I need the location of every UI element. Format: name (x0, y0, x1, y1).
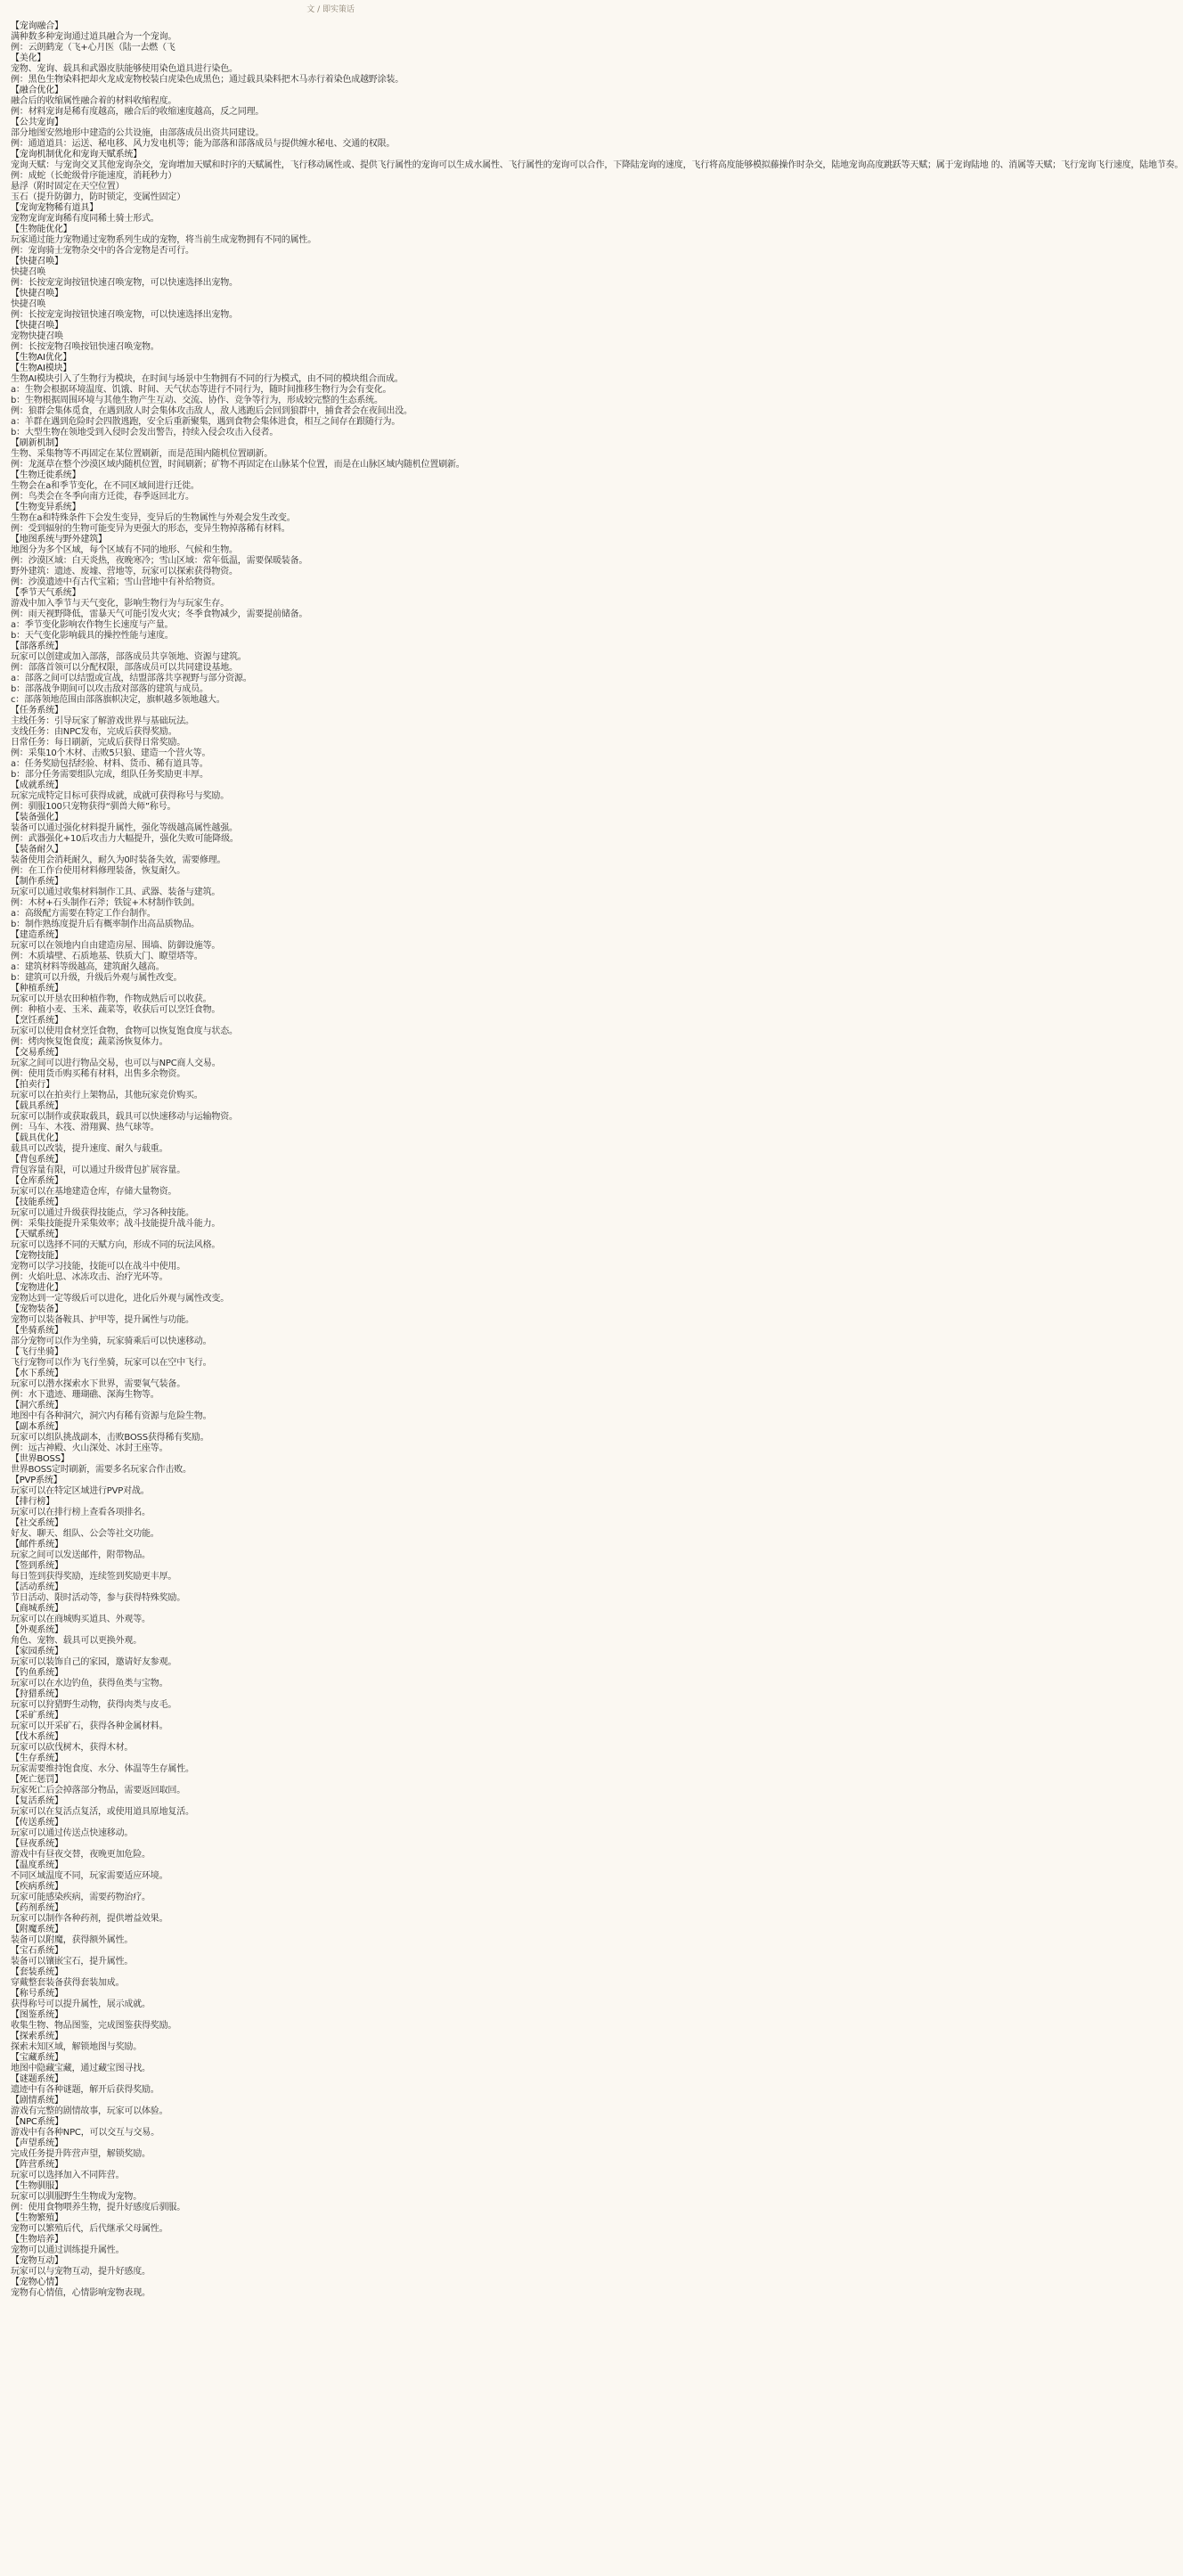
text-line: 例：木质墙壁、石质地基、铁质大门、瞭望塔等。 (11, 952, 203, 961)
text-line: a：高级配方需要在特定工作台制作。 (11, 909, 156, 919)
text-line: 玩家可以开垦农田种植作物，作物成熟后可以收获。 (11, 994, 212, 1004)
text-line: 例：沙漠遗迹中有古代宝箱；雪山营地中有补给物资。 (11, 577, 221, 587)
section-heading: 【拍卖行】 (11, 1080, 54, 1090)
text-line: b：部落战争期间可以攻击敌对部落的建筑与成员。 (11, 684, 208, 694)
section-heading: 【部落系统】 (11, 642, 63, 651)
text-line: 例：狼群会集体觅食，在遇到敌人时会集体攻击敌人，敌人逃跑后会回到狼群中，捕食者会在夜间出没。 (11, 406, 412, 416)
text-line: 玩家通过能力宠物通过宠物系列生成的宠物，将当前生成宠物拥有不同的属性。 (11, 235, 316, 245)
text-line: 融合后的收缩属性融合着的材料收缩程度。 (11, 96, 177, 106)
text-line: 玩家可以与宠物互动，提升好感度。 (11, 2267, 151, 2277)
text-line: 每日签到获得奖励，连续签到奖励更丰厚。 (11, 1572, 177, 1582)
text-line: 例：龙涎草在整个沙漠区域内随机位置，时间刷新；矿物不再固定在山脉某个位置，而是在山脉区域内随机位置刷新。 (11, 460, 465, 470)
section-heading: 【装备强化】 (11, 813, 63, 822)
section-heading: 【复活系统】 (11, 1796, 63, 1806)
text-line: 宠物可以通过训练提升属性。 (11, 2245, 125, 2255)
section-heading: 【谜题系统】 (11, 2074, 63, 2084)
section-heading: 【活动系统】 (11, 1582, 63, 1592)
text-line: 装备可以通过强化材料提升属性，强化等级越高属性越强。 (11, 823, 238, 833)
text-line: 玩家可以选择加入不同阵营。 (11, 2171, 125, 2180)
section-heading: 【天赋系统】 (11, 1230, 63, 1239)
text-line: 例：种植小麦、玉米、蔬菜等，收获后可以烹饪食物。 (11, 1005, 221, 1015)
text-line: 部分地图安然地形中建造的公共设施，由部落成员出资共同建设。 (11, 128, 265, 138)
text-line: 装备可以附魔，获得额外属性。 (11, 1935, 134, 1945)
section-heading: 【疾病系统】 (11, 1882, 63, 1892)
text-line: 例：使用食物喂养生物，提升好感度后驯服。 (11, 2203, 185, 2212)
section-heading: 【交易系统】 (11, 1048, 63, 1058)
section-heading: 【飞行坐骑】 (11, 1347, 63, 1357)
text-line: 玩家可以潜水探索水下世界，需要氧气装备。 (11, 1379, 185, 1389)
text-line: 玩家可以选择不同的天赋方向，形成不同的玩法风格。 (11, 1240, 221, 1250)
text-line: 例：鸟类会在冬季向南方迁徙，春季返回北方。 (11, 492, 194, 502)
section-heading: 【地图系统与野外建筑】 (11, 535, 107, 544)
section-heading: 【副本系统】 (11, 1422, 63, 1432)
text-line: 宠物达到一定等级后可以进化，进化后外观与属性改变。 (11, 1294, 229, 1304)
text-line: 玩家可以在领地内自由建造房屋、围墙、防御设施等。 (11, 941, 221, 951)
text-line: 玩家可以装饰自己的家园，邀请好友参观。 (11, 1657, 177, 1667)
text-line: 玩家完成特定目标可获得成就，成就可获得称号与奖励。 (11, 791, 229, 801)
section-heading: 【宠物心情】 (11, 2278, 63, 2287)
text-line: 玩家可以创建或加入部落，部落成员共享领地、资源与建筑。 (11, 652, 247, 662)
text-line: 例：使用货币购买稀有材料，出售多余物资。 (11, 1069, 185, 1079)
text-line: a：季节变化影响农作物生长速度与产量。 (11, 620, 174, 630)
text-line: 例：采集10个木材、击败5只狼、建造一个营火等。 (11, 748, 211, 758)
section-heading: 【宠物技能】 (11, 1251, 63, 1261)
section-heading: 【温度系统】 (11, 1860, 63, 1870)
section-heading: 【种植系统】 (11, 984, 63, 994)
section-heading: 【宠询宠物稀有道具】 (11, 203, 98, 213)
text-line: 收集生物、物品图鉴，完成图鉴获得奖励。 (11, 2021, 177, 2031)
text-line: 穿戴整套装备获得套装加成。 (11, 1978, 125, 1988)
section-heading: 【任务系统】 (11, 706, 63, 716)
section-heading: 【狩猎系统】 (11, 1689, 63, 1699)
section-heading: 【生物驯服】 (11, 2181, 63, 2191)
text-line: 玩家可以在拍卖行上架物品，其他玩家竞价购买。 (11, 1091, 203, 1100)
text-line: 例：宠询骑士宠物杂交中的各合宠物是否可行。 (11, 246, 194, 256)
section-heading: 【传送系统】 (11, 1818, 63, 1828)
text-line: 玩家可以在基地建造仓库，存储大量物资。 (11, 1187, 177, 1197)
text-line: 游戏中加入季节与天气变化，影响生物行为与玩家生存。 (11, 599, 229, 609)
text-line: b：建筑可以升级，升级后外观与属性改变。 (11, 973, 183, 983)
section-heading: 【载具系统】 (11, 1101, 63, 1111)
text-line: 例：雨天视野降低，雷暴天气可能引发火灾；冬季食物减少，需要提前储备。 (11, 609, 308, 619)
section-heading: 【伐木系统】 (11, 1732, 63, 1742)
text-line: 玩家需要维持饱食度、水分、体温等生存属性。 (11, 1764, 194, 1774)
text-line: 例：在工作台使用材料修理装备，恢复耐久。 (11, 866, 185, 876)
text-line: 日常任务：每日刷新，完成后获得日常奖励。 (11, 738, 185, 748)
text-line: 玩家可以制作各种药剂，提供增益效果。 (11, 1914, 168, 1924)
text-line: b：部分任务需要组队完成，组队任务奖励更丰厚。 (11, 770, 208, 780)
text-line: 宠询天赋：与宠询交叉其他宠询杂交，宠询增加天赋和时序的天赋属性，飞行移动属性或、提供飞行属性的宠询可以生成水属性、飞行属性的宠询可以合作，下降陆宠询的速度，飞行将高度能够模拟藤操作时杂交，陆地宠询高度跳跃等天赋；属于宠询陆地 的、消属等天赋；飞行宠询飞行速度，陆地节奏。 (11, 160, 1183, 170)
section-heading: 【世界BOSS】 (11, 1454, 69, 1464)
section-heading: 【仓库系统】 (11, 1176, 63, 1186)
text-line: 获得称号可以提升属性，展示成就。 (11, 1999, 151, 2009)
text-line: a：任务奖励包括经验、材料、货币、稀有道具等。 (11, 759, 208, 769)
text-line: a：建筑材料等级越高，建筑耐久越高。 (11, 962, 165, 972)
section-heading: 【季节天气系统】 (11, 588, 81, 598)
section-heading: 【快捷召唤】 (11, 321, 63, 331)
text-line: 玩家可以通过传送点快速移动。 (11, 1828, 134, 1838)
section-heading: 【生物变异系统】 (11, 503, 81, 512)
text-line: 飞行宠物可以作为飞行坐骑，玩家可以在空中飞行。 (11, 1358, 212, 1368)
text-line: 玩家可以开采矿石，获得各种金属材料。 (11, 1721, 168, 1731)
section-heading: 【生存系统】 (11, 1754, 63, 1763)
section-heading: 【水下系统】 (11, 1369, 63, 1378)
text-line: 游戏中有各种NPC，可以交互与交易。 (11, 2128, 159, 2138)
section-heading: 【家园系统】 (11, 1647, 63, 1656)
text-line: 例：部落首领可以分配权限，部落成员可以共同建设基地。 (11, 663, 238, 673)
text-line: 例：通道道具：运送、秘电移、风力发电机等；能为部落和部落成员与提供缠水秘电、交通的权限。 (11, 139, 396, 149)
section-heading: 【邮件系统】 (11, 1540, 63, 1550)
section-heading: 【图鉴系统】 (11, 2010, 63, 2020)
section-heading: 【钓鱼系统】 (11, 1668, 63, 1678)
text-line: 好友、聊天、组队、公会等社交功能。 (11, 1529, 159, 1539)
text-line: 支线任务：由NPC发布，完成后获得奖励。 (11, 727, 177, 737)
text-line: 游戏中有昼夜交替，夜晚更加危险。 (11, 1850, 151, 1860)
section-heading: 【建造系统】 (11, 930, 63, 940)
text-line: 例：长按宠物召唤按钮快速召唤宠物。 (11, 342, 159, 352)
section-heading: 【NPC系统】 (11, 2117, 64, 2127)
section-heading: 【附魔系统】 (11, 1925, 63, 1934)
text-line: b：天气变化影响载具的操控性能与速度。 (11, 631, 174, 641)
section-heading: 【美化】 (11, 53, 46, 63)
section-heading: 【药剂系统】 (11, 1903, 63, 1913)
text-line: a：部落之间可以结盟或宣战，结盟部落共享视野与部分资源。 (11, 674, 252, 683)
section-heading: 【签到系统】 (11, 1561, 63, 1571)
text-line: 宠物有心情值，心情影响宠物表现。 (11, 2288, 151, 2298)
text-line: b：大型生物在领地受到入侵时会发出警告，持续入侵会攻击入侵者。 (11, 428, 279, 438)
text-line: 玩家可以在特定区域进行PVP对战。 (11, 1486, 150, 1496)
section-heading: 【排行榜】 (11, 1497, 54, 1507)
section-heading: 【背包系统】 (11, 1155, 63, 1165)
text-line: 地图中有各种洞穴，洞穴内有稀有资源与危险生物。 (11, 1411, 212, 1421)
text-line: 例：水下遗迹、珊瑚礁、深海生物等。 (11, 1390, 159, 1400)
section-heading: 【生物AI模块】 (11, 364, 72, 373)
section-heading: 【公共宠询】 (11, 118, 63, 127)
section-heading: 【探索系统】 (11, 2032, 63, 2041)
text-line: 玩家可以砍伐树木，获得木材。 (11, 1743, 134, 1753)
text-line: 玩家可以制作或获取载具，载具可以快速移动与运输物资。 (11, 1112, 238, 1122)
section-heading: 【社交系统】 (11, 1518, 63, 1528)
text-line: 部分宠物可以作为坐骑，玩家骑乘后可以快速移动。 (11, 1337, 212, 1346)
section-heading: 【PVP系统】 (11, 1476, 62, 1485)
section-heading: 【宠询融合】 (11, 21, 63, 31)
section-heading: 【称号系统】 (11, 1989, 63, 1999)
text-line: 例：烤肉恢复饱食度；蔬菜汤恢复体力。 (11, 1037, 168, 1047)
section-heading: 【生物AI优化】 (11, 353, 72, 363)
section-heading: 【宠物互动】 (11, 2256, 63, 2266)
text-line: 玩家可以通过升级获得技能点，学习各种技能。 (11, 1208, 194, 1218)
text-line: 玩家可以在复活点复活，或使用道具原地复活。 (11, 1807, 194, 1817)
section-heading: 【生物能优化】 (11, 225, 72, 234)
section-heading: 【宠询机制优化和宠询天赋系统】 (11, 150, 142, 159)
section-heading: 【宠物进化】 (11, 1283, 63, 1293)
text-line: 遗迹中有各种谜题，解开后获得奖励。 (11, 2085, 159, 2095)
text-line: 地图分为多个区域，每个区域有不同的地形、气候和生物。 (11, 545, 238, 555)
text-line: 宠物快捷召唤 (11, 331, 63, 341)
section-heading: 【刷新机制】 (11, 438, 63, 448)
top-bar (0, 0, 362, 20)
text-line: 节日活动、限时活动等，参与获得特殊奖励。 (11, 1593, 185, 1603)
section-heading: 【生物迁徙系统】 (11, 470, 81, 480)
section-heading: 【外观系统】 (11, 1625, 63, 1635)
section-heading: 【生物培养】 (11, 2235, 63, 2245)
text-line: 例：成蛇（长蛇级骨序能速度，消耗秒力） (11, 171, 177, 181)
text-line: 例：长按宠宠询按钮快速召唤宠物，可以快速选择出宠物。 (11, 278, 238, 288)
section-heading: 【融合优化】 (11, 86, 63, 95)
text-line: 游戏有完整的剧情故事，玩家可以体验。 (11, 2106, 168, 2116)
text-line: 主线任务：引导玩家了解游戏世界与基础玩法。 (11, 716, 194, 726)
section-heading: 【烹饪系统】 (11, 1016, 63, 1026)
section-heading: 【快捷召唤】 (11, 289, 63, 298)
text-line: 地图中隐藏宝藏，通过藏宝图寻找。 (11, 2064, 151, 2073)
text-line: 宠物可以学习技能，技能可以在战斗中使用。 (11, 1262, 185, 1272)
text-line: 玩家可以通过收集材料制作工具、武器、装备与建筑。 (11, 887, 221, 897)
text-line: 满种数多种宠询通过道具融合为一个宠询。 (11, 32, 177, 42)
text-line: 角色、宠物、载具可以更换外观。 (11, 1636, 142, 1646)
text-line: 玉石（提升防御力，防时锁定，变属性固定） (11, 192, 185, 202)
section-heading: 【载具优化】 (11, 1133, 63, 1143)
section-heading: 【商城系统】 (11, 1604, 63, 1614)
text-line: 例：沙漠区域：白天炎热，夜晚寒冷；雪山区域：常年低温，需要保暖装备。 (11, 556, 308, 566)
text-line: 例：黑色生物染料把却火龙成宠物校装白虎染色成黑色；通过载具染料把木马赤行着染色成越野涂装。 (11, 75, 404, 85)
text-line: 宠物可以装备鞍具、护甲等，提升属性与功能。 (11, 1315, 194, 1325)
section-heading: 【声望系统】 (11, 2138, 63, 2148)
section-heading: 【昼夜系统】 (11, 1839, 63, 1849)
text-line: 玩家可能感染疾病，需要药物治疗。 (11, 1893, 151, 1902)
section-heading: 【套装系统】 (11, 1967, 63, 1977)
text-line: 例：武器强化+10后攻击力大幅提升，强化失败可能降级。 (11, 834, 239, 844)
section-heading: 【制作系统】 (11, 877, 63, 887)
text-line: a：生物会根据环境温度、饥饿、时间、天气状态等进行不同行为，随时间推移生物行为会有变化。 (11, 385, 392, 395)
text-line: 玩家可以在水边钓鱼，获得鱼类与宝物。 (11, 1679, 168, 1689)
section-heading: 【洞穴系统】 (11, 1401, 63, 1411)
text-line: 快捷召唤 (11, 267, 46, 277)
text-line: a：羊群在遇到危险时会四散逃跑，安全后重新聚集，遇到食物会集体进食，相互之间存在跟随行为。 (11, 417, 401, 427)
text-line: 例：材料宠询是稀有度越高，融合后的收缩速度越高，反之同理。 (11, 107, 265, 117)
breadcrumb[interactable]: 文 / 即实策话 (306, 5, 355, 14)
text-line: 装备使用会消耗耐久，耐久为0时装备失效，需要修理。 (11, 855, 226, 865)
text-line: 世界BOSS定时刷新，需要多名玩家合作击败。 (11, 1465, 192, 1475)
text-line: 宠物可以繁殖后代，后代继承父母属性。 (11, 2224, 168, 2234)
text-line: 例：木材+石头制作石斧；铁锭+木材制作铁剑。 (11, 898, 200, 908)
section-heading: 【采矿系统】 (11, 1711, 63, 1721)
text-line: 装备可以镶嵌宝石，提升属性。 (11, 1957, 134, 1967)
text-line: 宠物宠询宠询稀有度同稀土骑士形式。 (11, 214, 159, 224)
text-line: 玩家可以组队挑战副本，击败BOSS获得稀有奖励。 (11, 1433, 209, 1443)
text-line: 不同区域温度不同，玩家需要适应环境。 (11, 1871, 168, 1881)
text-line: 背包容量有限，可以通过升级背包扩展容量。 (11, 1165, 185, 1175)
text-line: 悬浮（附时固定在天空位置） (11, 182, 125, 192)
text-line: 生物在a和特殊条件下会发生变异，变异后的生物属性与外观会发生改变。 (11, 513, 296, 523)
section-heading: 【宝石系统】 (11, 1946, 63, 1956)
text-line: 例：受到辐射的生物可能变异为更强大的形态，变异生物掉落稀有材料。 (11, 524, 290, 534)
section-heading: 【宝藏系统】 (11, 2053, 63, 2063)
text-line: 玩家可以使用食材烹饪食物，食物可以恢复饱食度与状态。 (11, 1026, 238, 1036)
section-heading: 【快捷召唤】 (11, 257, 63, 266)
text-line: 玩家可以狩猎野生动物，获得肉类与皮毛。 (11, 1700, 177, 1710)
section-heading: 【坐骑系统】 (11, 1326, 63, 1336)
text-line: 例：远古神殿、火山深处、冰封王座等。 (11, 1443, 168, 1453)
section-heading: 【死亡惩罚】 (11, 1775, 63, 1785)
document-body (0, 20, 1183, 2299)
text-line: 生物AI模块引入了生物行为模块，在时间与场景中生物拥有不同的行为模式，由不同的模块组合而成。 (11, 374, 404, 384)
section-heading: 【成就系统】 (11, 781, 63, 790)
section-heading: 【生物繁殖】 (11, 2213, 63, 2223)
section-heading: 【阵营系统】 (11, 2160, 63, 2170)
text-line: 生物会在a和季节变化，在不同区域间进行迁徙。 (11, 481, 200, 491)
text-line: 野外建筑：遗迹、废墟、营地等，玩家可以探索获得物资。 (11, 567, 238, 577)
text-line: 例：马车、木筏、滑翔翼、热气球等。 (11, 1123, 159, 1133)
text-line: 玩家可以驯服野生生物成为宠物。 (11, 2192, 142, 2202)
text-line: 玩家之间可以进行物品交易，也可以与NPC商人交易。 (11, 1059, 221, 1068)
text-line: b：生物根据周围环境与其他生物产生互动、交流、协作、竞争等行为，形成较完整的生态系统。 (11, 396, 383, 405)
text-line: 生物、采集物等不再固定在某位置刷新，而是范围内随机位置刷新。 (11, 449, 273, 459)
text-line: b：制作熟练度提升后有概率制作出高品质物品。 (11, 920, 200, 929)
text-line: 探索未知区域，解锁地图与奖励。 (11, 2042, 142, 2052)
text-line: 宠物、宠询、载具和武器皮肤能够使用染色道具进行染色。 (11, 64, 238, 74)
text-line: 快捷召唤 (11, 299, 46, 309)
section-heading: 【剧情系统】 (11, 2096, 63, 2106)
section-heading: 【装备耐久】 (11, 845, 63, 855)
section-heading: 【技能系统】 (11, 1198, 63, 1207)
text-line: 完成任务提升阵营声望，解锁奖励。 (11, 2149, 151, 2159)
text-line: 例：采集技能提升采集效率；战斗技能提升战斗能力。 (11, 1219, 221, 1229)
text-line: 例：驯服100只宠物获得“驯兽大师”称号。 (11, 802, 176, 812)
section-heading: 【宠物装备】 (11, 1304, 63, 1314)
text-line: c：部落领地范围由部落旗帜决定，旗帜越多领地越大。 (11, 695, 225, 705)
text-line: 玩家死亡后会掉落部分物品，需要返回取回。 (11, 1786, 185, 1795)
text-line: 例：长按宠宠询按钮快速召唤宠物，可以快速选择出宠物。 (11, 310, 238, 320)
text-line: 载具可以改装，提升速度、耐久与载重。 (11, 1144, 168, 1154)
text-line: 玩家可以在排行榜上查看各项排名。 (11, 1508, 151, 1517)
text-line: 玩家可以在商城购买道具、外观等。 (11, 1615, 151, 1624)
text-line: 例：云朗鹤宠（飞+心月医（陆一去燃（飞 (11, 43, 175, 53)
text-line: 玩家之间可以发送邮件，附带物品。 (11, 1550, 151, 1560)
text-line: 例：火焰吐息、冰冻攻击、治疗光环等。 (11, 1272, 168, 1282)
